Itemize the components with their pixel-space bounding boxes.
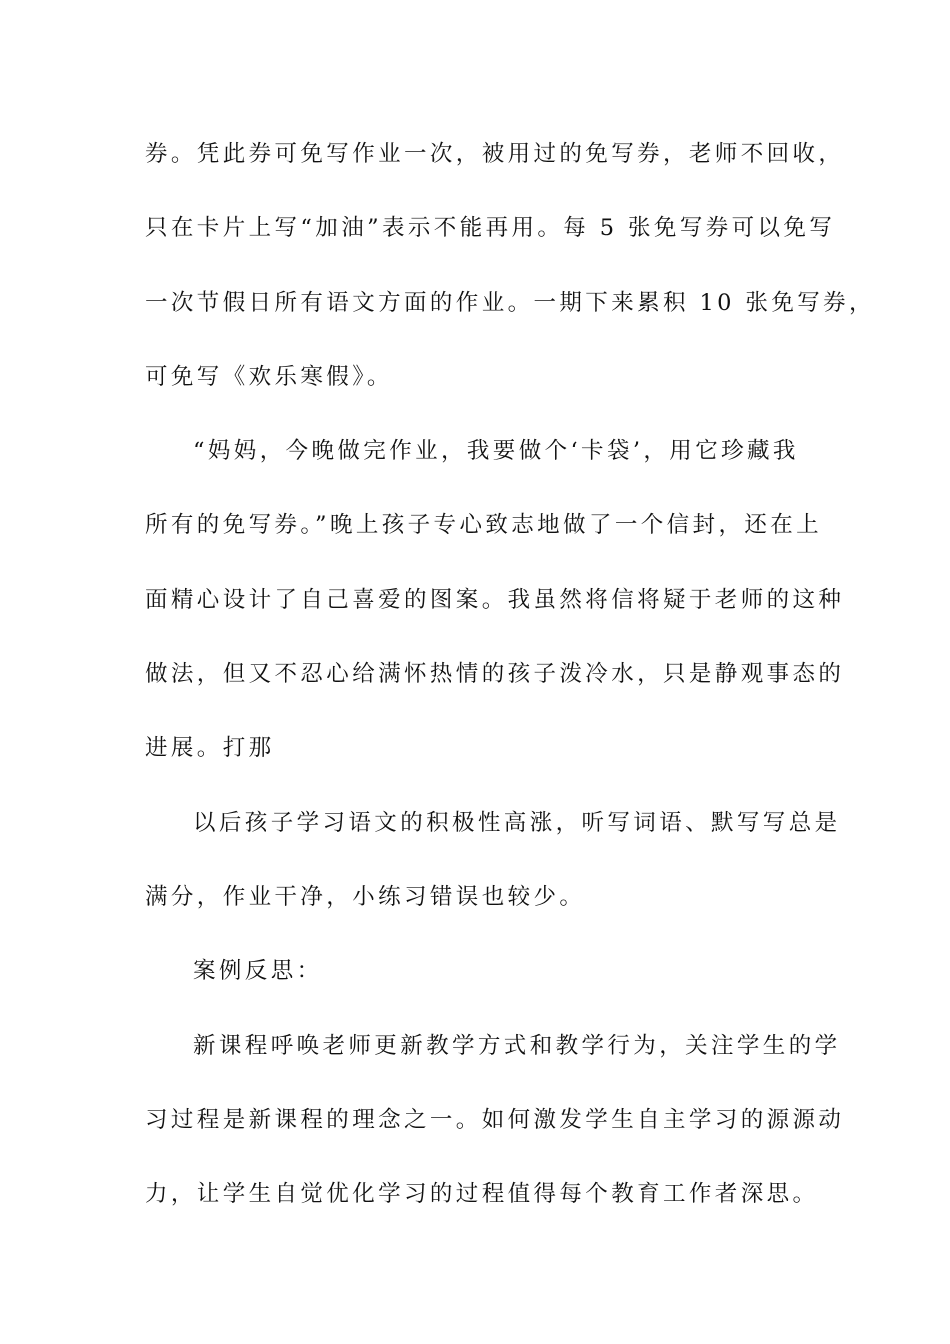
text-line: 进展。打那 bbox=[145, 735, 275, 762]
section-heading: 案例反思： bbox=[193, 958, 323, 985]
document-body bbox=[145, 127, 875, 1241]
text-line: 习过程是新课程的理念之一。如何激发学生自主学习的源源动 bbox=[145, 1106, 845, 1133]
text-line: 新课程呼唤老师更新教学方式和教学行为，关注学生的学 bbox=[193, 1032, 841, 1059]
text-line: 只在卡片上写“加油”表示不能再用。每 5 张免写券可以免写 bbox=[145, 215, 836, 242]
text-line: 做法，但又不忍心给满怀热情的孩子泼冷水，只是静观事态的 bbox=[145, 661, 845, 688]
text-line: 面精心设计了自己喜爱的图案。我虽然将信将疑于老师的这种 bbox=[145, 586, 845, 613]
text-line: 以后孩子学习语文的积极性高涨，听写词语、默写写总是 bbox=[193, 809, 841, 836]
text-line: “妈妈，今晚做完作业，我要做个‘卡袋’，用它珍藏我 bbox=[193, 438, 799, 465]
text-line: 券。凭此券可免写作业一次，被用过的免写券，老师不回收， bbox=[145, 141, 845, 167]
text-line: 所有的免写券。”晚上孩子专心致志地做了一个信封，还在上 bbox=[145, 512, 823, 539]
text-line: 力，让学生自觉优化学习的过程值得每个教育工作者深思。 bbox=[145, 1181, 819, 1208]
text-line: 一次节假日所有语文方面的作业。一期下来累积 10 张免写券， bbox=[145, 289, 875, 316]
text-line: 满分，作业干净，小练习错误也较少。 bbox=[145, 883, 586, 910]
text-line: 可免写《欢乐寒假》。 bbox=[145, 363, 393, 390]
